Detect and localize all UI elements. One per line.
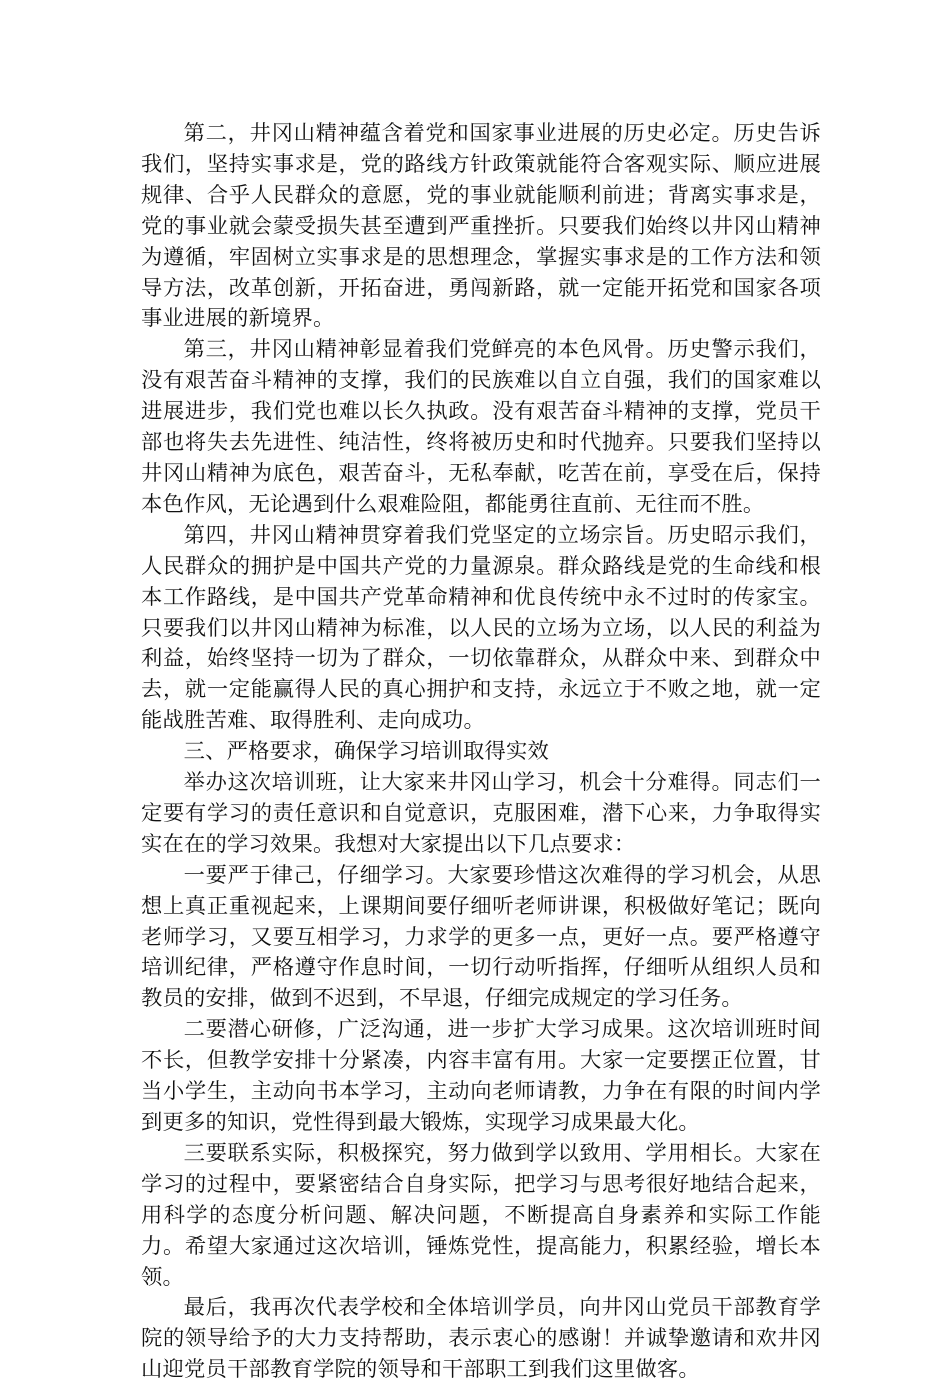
document-body — [141, 119, 821, 1386]
paragraph-fourth-point: 第四，井冈山精神贯穿着我们党坚定的立场宗旨。历史昭示我们，人民群众的拥护是中国共产党的力量源泉。群众路线是党的生命线和根本工作路线，是中国共产党革命精神和优良传统中永不过时的传家宝。只要我们以井冈山精神为标准，以人民的立场为立场，以人民的利益为利益，始终坚持一切为了群众，一切依靠群众，从群众中来、到群众中去，就一定能赢得人民的真心拥护和支持，永远立于不败之地，就一定能战胜苦难、取得胜利、走向成功。 — [141, 522, 821, 734]
paragraph-requirement-three: 三要联系实际，积极探究，努力做到学以致用、学用相长。大家在学习的过程中，要紧密结合自身实际，把学习与思考很好地结合起来，用科学的态度分析问题、解决问题，不断提高自身素养和实际工作能力。希望大家通过这次培训，锤炼党性，提高能力，积累经验，增长本领。 — [141, 1140, 821, 1290]
paragraph-requirement-two: 二要潜心研修，广泛沟通，进一步扩大学习成果。这次培训班时间不长，但教学安排十分紧凑，内容丰富有用。大家一定要摆正位置，甘当小学生，主动向书本学习，主动向老师请教，力争在有限的时间内学到更多的知识，党性得到最大锻炼，实现学习成果最大化。 — [141, 1017, 821, 1135]
paragraph-training-intro: 举办这次培训班，让大家来井冈山学习，机会十分难得。同志们一定要有学习的责任意识和自觉意识，克服困难，潜下心来，力争取得实实在在的学习效果。我想对大家提出以下几点要求： — [141, 770, 821, 857]
paragraph-requirement-one: 一要严于律己，仔细学习。大家要珍惜这次难得的学习机会，从思想上真正重视起来，上课期间要仔细听老师讲课，积极做好笔记；既向老师学习，又要互相学习，力求学的更多一点，更好一点。要严格遵守培训纪律，严格遵守作息时间，一切行动听指挥，仔细听从组织人员和教员的安排，做到不迟到，不早退，仔细完成规定的学习任务。 — [141, 862, 821, 1012]
section-heading: 三、严格要求，确保学习培训取得实效 — [183, 739, 550, 765]
paragraph-third-point: 第三，井冈山精神彰显着我们党鲜亮的本色风骨。历史警示我们，没有艰苦奋斗精神的支撑，我们的民族难以自立自强，我们的国家难以进展进步，我们党也难以长久执政。没有艰苦奋斗精神的支撑，党员干部也将失去先进性、纯洁性，终将被历史和时代抛弃。只要我们坚持以井冈山精神为底色，艰苦奋斗，无私奉献，吃苦在前，享受在后，保持本色作风，无论遇到什么艰难险阻，都能勇往直前、无往而不胜。 — [141, 337, 821, 517]
paragraph-second-point: 第二，井冈山精神蕴含着党和国家事业进展的历史必定。历史告诉我们，坚持实事求是，党的路线方针政策就能符合客观实际、顺应进展规律、合乎人民群众的意愿，党的事业就能顺利前进；背离实事求是，党的事业就会蒙受损失甚至遭到严重挫折。只要我们始终以井冈山精神为遵循，牢固树立实事求是的思想理念，掌握实事求是的工作方法和领导方法，改革创新，开拓奋进，勇闯新路，就一定能开拓党和国家各项事业进展的新境界。 — [141, 121, 821, 332]
paragraph-closing: 最后，我再次代表学校和全体培训学员，向井冈山党员干部教育学院的领导给予的大力支持帮助，表示衷心的感谢！并诚挚邀请和欢井冈山迎党员干部教育学院的领导和干部职工到我们这里做客。 — [141, 1295, 821, 1383]
